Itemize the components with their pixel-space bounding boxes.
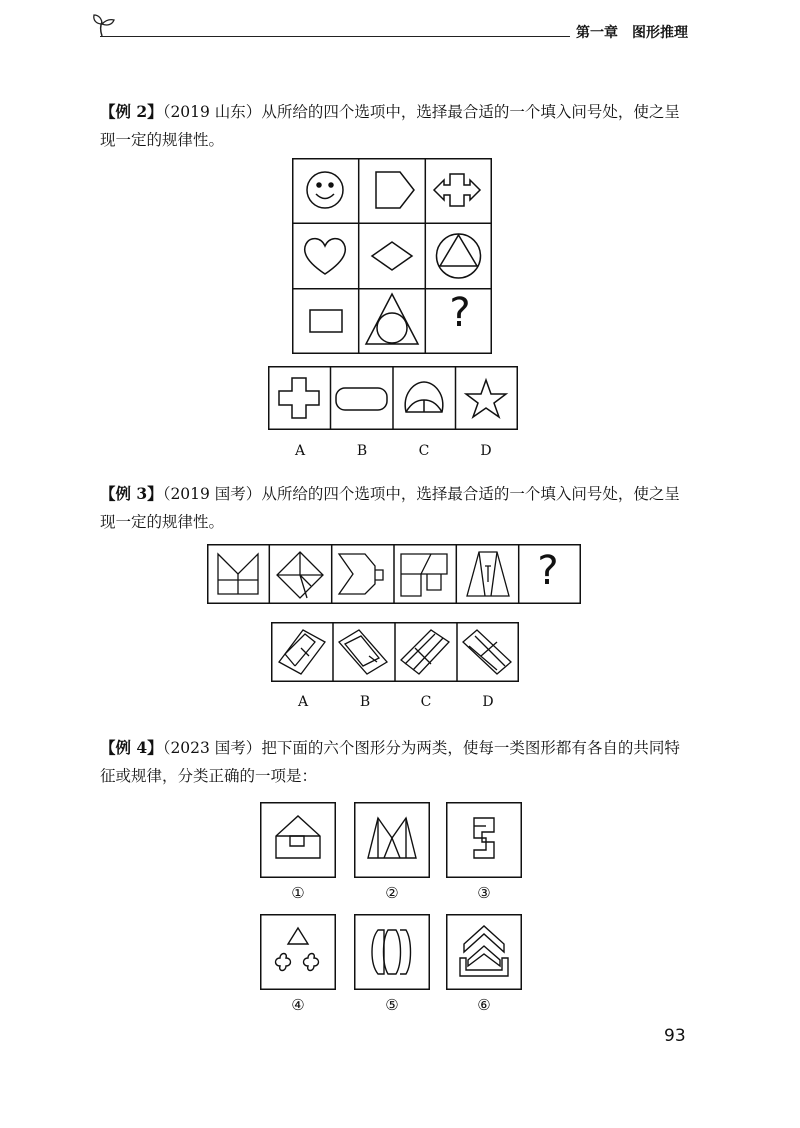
example-source: （2023 国考） <box>162 739 262 757</box>
classification-figure-4 <box>260 914 336 990</box>
example-2-options-row <box>268 366 518 430</box>
dome-figure <box>405 382 443 412</box>
example-2-question <box>100 98 690 154</box>
circle-triangle-figure <box>437 234 481 278</box>
question-mark: ? <box>449 290 471 336</box>
option-label-a: A <box>294 443 306 459</box>
figure-label-5: ⑤ <box>385 996 399 1014</box>
chapter-title: 第一章 图形推理 <box>570 22 688 42</box>
option-a-figure <box>279 630 325 674</box>
option-label-b: B <box>356 443 368 459</box>
classification-figure-3 <box>446 802 522 878</box>
example-text: 把下面的六个图形分为两类，使每一类图形都有各自的共同特征或规律，分类正确的一项是： <box>100 739 680 785</box>
figure-label-1: ① <box>291 884 305 902</box>
sequence-figure-4 <box>401 554 447 596</box>
example-source: （2019 国考） <box>162 485 262 503</box>
sequence-figure-2 <box>277 552 323 598</box>
example-3-options-row <box>271 622 519 682</box>
sequence-figure-5 <box>467 552 509 596</box>
rectangle-figure <box>310 310 342 332</box>
option-b-figure <box>339 630 387 674</box>
page-number: 93 <box>664 1026 686 1046</box>
rounded-rect-figure <box>336 388 387 410</box>
option-label-b: B <box>359 694 371 710</box>
example-4-question <box>100 734 690 790</box>
figure-label-2: ② <box>385 884 399 902</box>
classification-figure-2 <box>354 802 430 878</box>
example-source: （2019 山东） <box>162 103 262 121</box>
figure-label-6: ⑥ <box>477 996 491 1014</box>
option-label-c: C <box>418 443 430 459</box>
cross-figure <box>279 378 319 418</box>
option-d-figure <box>463 630 511 674</box>
example-3-question <box>100 480 690 536</box>
heart-figure <box>305 239 346 274</box>
diamond-figure <box>372 242 412 270</box>
double-arrow-figure <box>434 174 480 206</box>
option-label-a: A <box>297 694 309 710</box>
star-figure <box>466 380 506 417</box>
example-tag: 【例 4】 <box>100 738 163 757</box>
option-label-d: D <box>482 694 494 710</box>
classification-figure-5 <box>354 914 430 990</box>
example-text: 从所给的四个选项中，选择最合适的一个填入问号处，使之呈现一定的规律性。 <box>100 103 680 149</box>
pentagon-arrow-figure <box>376 172 414 208</box>
option-label-c: C <box>420 694 432 710</box>
example-text: 从所给的四个选项中，选择最合适的一个填入问号处，使之呈现一定的规律性。 <box>100 485 680 531</box>
smiley-face-figure <box>307 172 343 208</box>
example-tag: 【例 2】 <box>100 102 163 121</box>
classification-figure-1 <box>260 802 336 878</box>
sequence-figure-1 <box>218 554 258 594</box>
option-c-figure <box>401 630 449 674</box>
classification-figure-6 <box>446 914 522 990</box>
option-label-d: D <box>480 443 492 459</box>
figure-label-3: ③ <box>477 884 491 902</box>
triangle-circle-figure <box>366 294 418 344</box>
figure-label-4: ④ <box>291 996 305 1014</box>
sequence-figure-3 <box>339 554 383 594</box>
example-tag: 【例 3】 <box>100 484 163 503</box>
question-mark: ? <box>537 548 559 594</box>
